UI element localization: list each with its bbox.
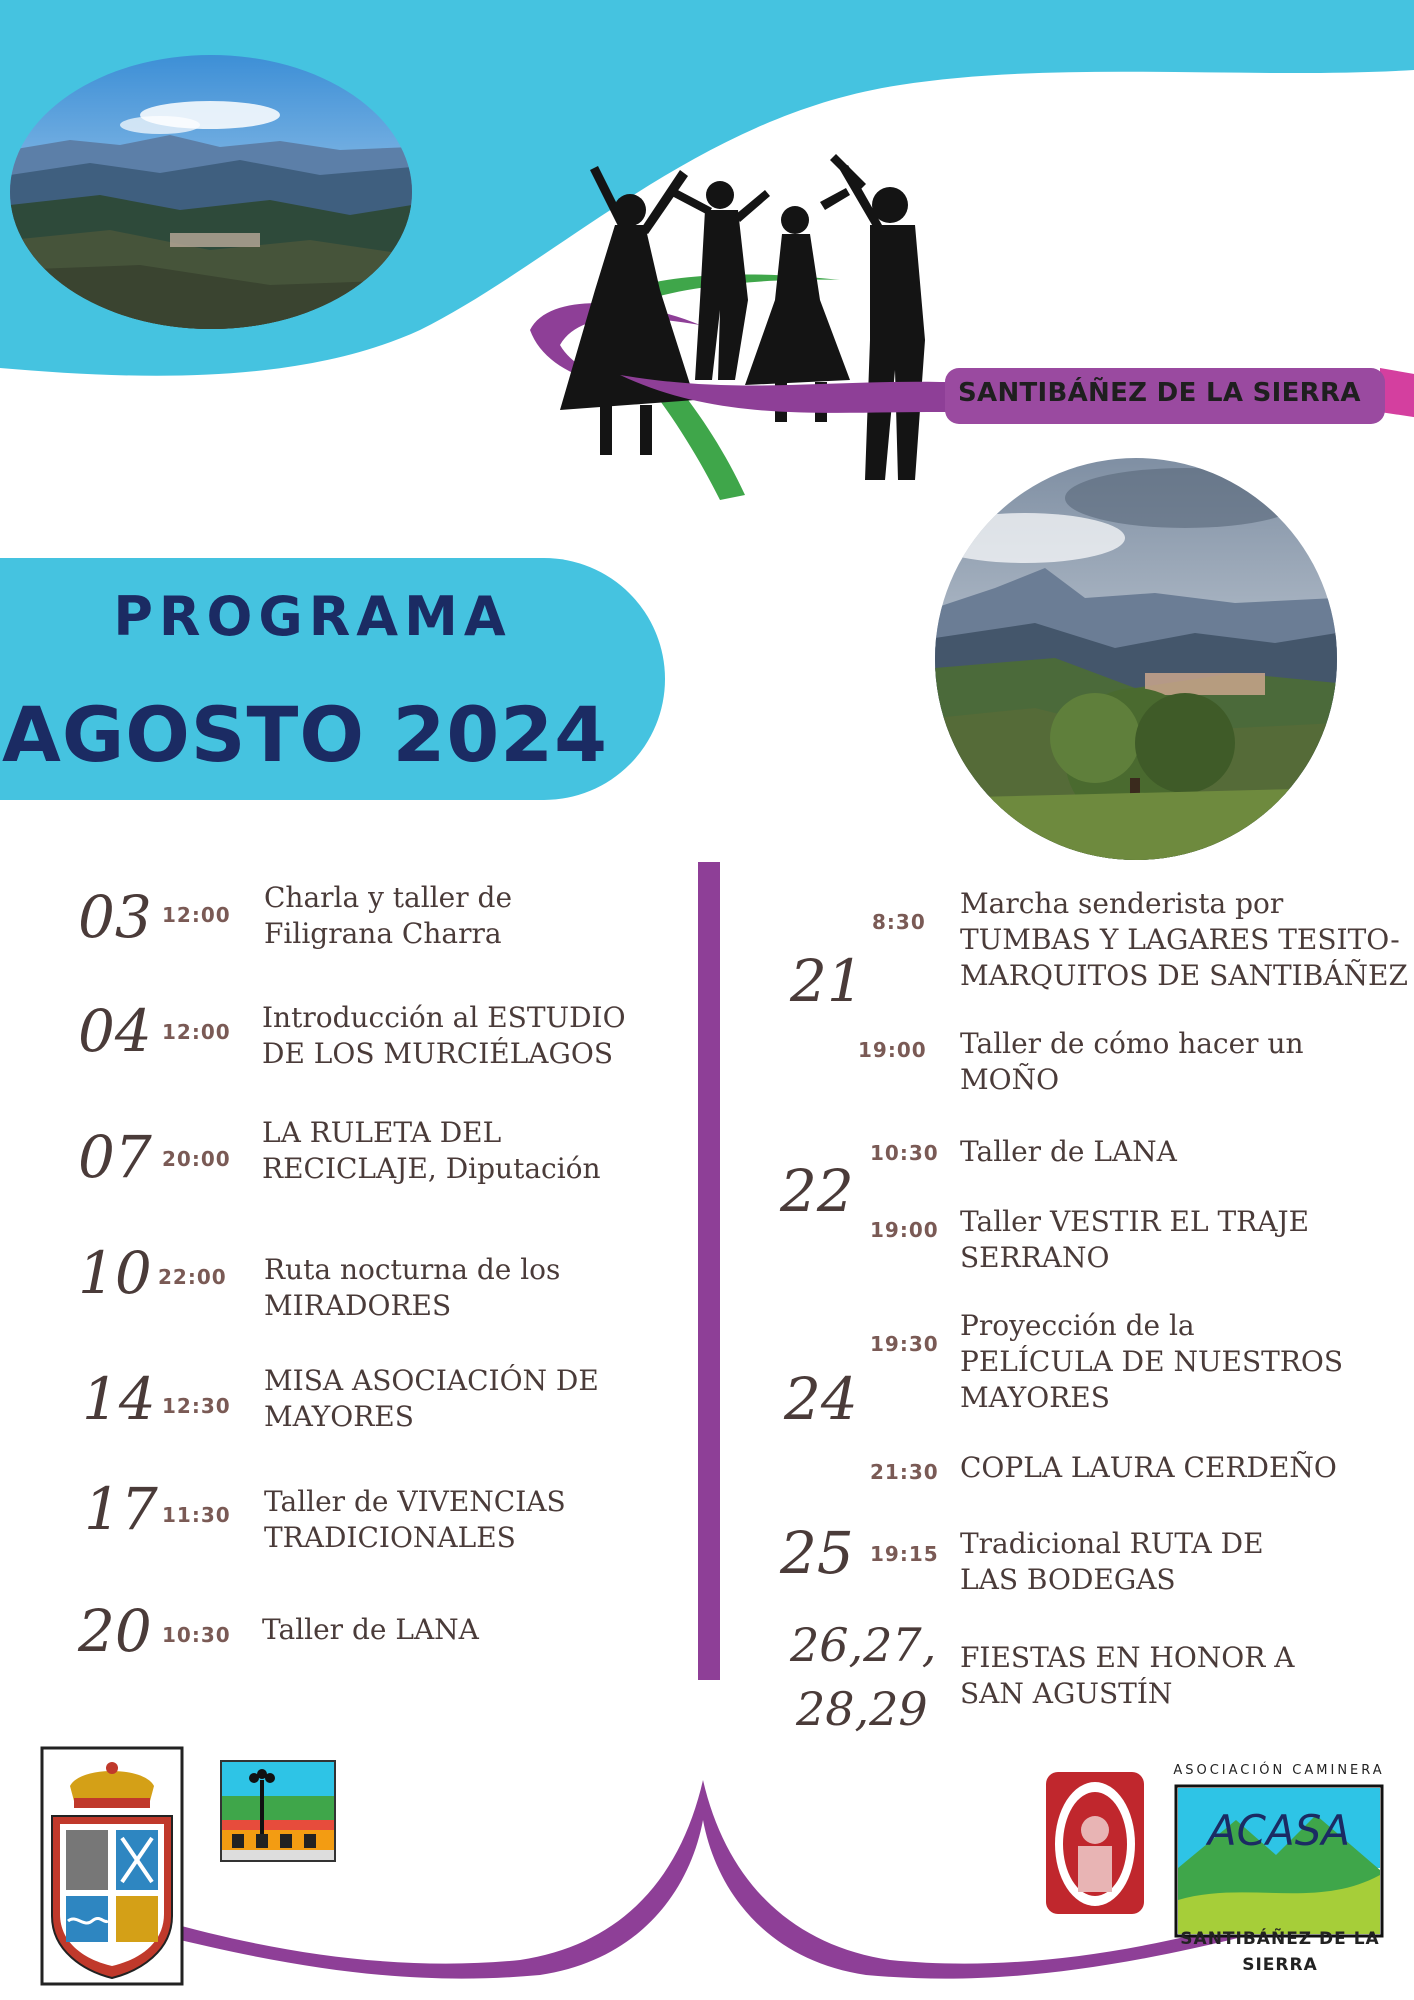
event-time: 22:00	[158, 1265, 227, 1289]
event-day: 17	[84, 1475, 158, 1543]
event-time: 19:30	[870, 1332, 939, 1356]
event-day: 28,29	[796, 1682, 928, 1736]
event-time: 11:30	[162, 1503, 231, 1527]
event-day: 21	[790, 947, 864, 1015]
event-time: 12:00	[162, 1020, 231, 1044]
program-title: PROGRAMA	[113, 585, 512, 648]
event-day: 07	[78, 1123, 152, 1191]
event-description: Taller VESTIR EL TRAJE SERRANO	[960, 1205, 1310, 1274]
event-day: 04	[78, 997, 152, 1065]
event-description: Charla y taller de Filigrana Charra	[264, 881, 513, 950]
event-description: Marcha senderista por TUMBAS Y LAGARES TESITO- MARQUITOS DE SANTIBÁÑEZ	[960, 887, 1408, 992]
month-title: AGOSTO 2024	[2, 690, 608, 779]
event-description: COPLA LAURA CERDEÑO	[960, 1451, 1337, 1484]
event-description: Ruta nocturna de los MIRADORES	[264, 1253, 561, 1322]
event-time: 10:30	[162, 1623, 231, 1647]
acasa-text: ACASA	[1207, 1806, 1351, 1855]
event-description: Taller de LANA	[262, 1613, 479, 1646]
event-day: 25	[780, 1519, 854, 1587]
event-description: Taller de cómo hacer un MOÑO	[960, 1027, 1304, 1096]
event-day: 10	[78, 1239, 152, 1307]
event-time: 19:15	[870, 1542, 939, 1566]
event-description: Introducción al ESTUDIO DE LOS MURCIÉLAGOS	[262, 1001, 626, 1070]
event-time: 12:30	[162, 1394, 231, 1418]
acasa-association-label: ASOCIACIÓN CAMINERA	[1173, 1763, 1385, 1778]
event-day: 20	[78, 1597, 152, 1665]
event-time: 19:00	[858, 1038, 927, 1062]
event-description: MISA ASOCIACIÓN DE MAYORES	[264, 1364, 599, 1433]
town-banner-text: SANTIBÁÑEZ DE LA SIERRA	[958, 378, 1361, 408]
event-day: 03	[78, 883, 152, 951]
coat-of-arms-logo	[40, 1746, 184, 1986]
event-description: FIESTAS EN HONOR A SAN AGUSTÍN	[960, 1641, 1295, 1710]
event-description: Proyección de la PELÍCULA DE NUESTROS MAYORES	[960, 1309, 1344, 1414]
event-time: 8:30	[872, 910, 926, 934]
event-description: LA RULETA DEL RECICLAJE, Diputación	[262, 1116, 601, 1185]
event-time: 21:30	[870, 1460, 939, 1484]
event-description: Tradicional RUTA DE LAS BODEGAS	[960, 1527, 1264, 1596]
event-time: 19:00	[870, 1218, 939, 1242]
acasa-town-label: SANTIBÁÑEZ DE LA SIERRA	[1180, 1929, 1380, 1975]
event-description: Taller de LANA	[960, 1135, 1177, 1168]
valley-photo-circle	[935, 458, 1337, 860]
landscape-photo-oval	[10, 55, 412, 330]
event-time: 20:00	[162, 1147, 231, 1171]
event-day: 14	[82, 1365, 156, 1433]
event-day: 24	[784, 1365, 858, 1433]
event-day: 22	[780, 1157, 854, 1225]
event-time: 12:00	[162, 903, 231, 927]
municipal-square-logo	[220, 1760, 336, 1862]
event-day: 26,27,	[790, 1618, 937, 1672]
event-description: Taller de VIVENCIAS TRADICIONALES	[264, 1485, 566, 1554]
san-agustin-seal-logo	[1044, 1770, 1146, 1916]
column-divider	[698, 862, 720, 1680]
event-time: 10:30	[870, 1141, 939, 1165]
